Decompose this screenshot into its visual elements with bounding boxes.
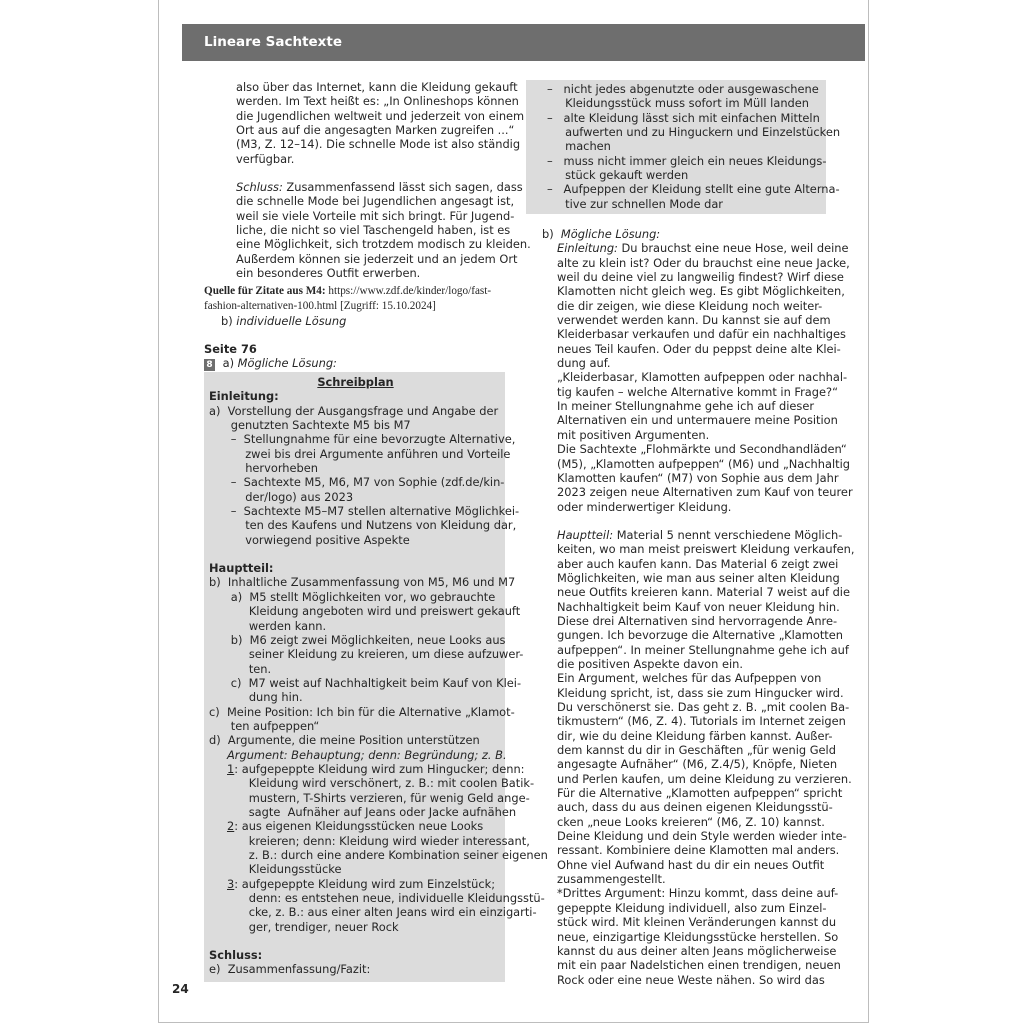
schluss-heading: Schluss: bbox=[209, 948, 263, 963]
einleitung-heading: Einleitung: bbox=[209, 389, 279, 404]
argument-1: 1: aufgepeppte Kleidung wird zum Hingucker; denn: bbox=[227, 761, 525, 776]
hauptteil-label: Hauptteil: bbox=[557, 527, 614, 542]
text-line: – alte Kleidung lässt sich mit einfachen Mitteln bbox=[547, 110, 820, 125]
schreibplan-content bbox=[209, 375, 548, 977]
argument-2-cont bbox=[209, 833, 548, 877]
text-line: Kleidungsstück muss sofort im Müll landen bbox=[547, 96, 810, 111]
schluss-item: e) Zusammenfassung/Fazit: bbox=[209, 962, 371, 977]
text-line: neue Outfits kreieren kann. Material 7 weist auf die bbox=[557, 585, 850, 600]
text-line: dung auf. bbox=[557, 356, 611, 371]
text-line: mustern, T-Shirts verzieren, für wenig Geld ange- bbox=[227, 790, 530, 805]
text-line: Kleidung angeboten wird und preiswert gekauft bbox=[209, 604, 521, 619]
text-line: vorwiegend positive Aspekte bbox=[209, 532, 410, 547]
text-line: Kleidung wird verschönert, z. B.: mit coolen Batik- bbox=[227, 776, 535, 791]
text-line: Diese drei Alternativen sind hervorragende Anre- bbox=[557, 613, 838, 628]
text-line: gepeppte Kleidung individuell, also zum Einzel- bbox=[557, 900, 827, 915]
text-line: auch, dass du aus deinen eigenen Kleidungsstü- bbox=[557, 800, 833, 815]
text-line: die Jugendlichen weltweit und jederzeit von einem bbox=[236, 108, 525, 123]
text-line: dem kannst du dir in Geschäften „für wenig Geld bbox=[557, 743, 836, 758]
text-line: genutzten Sachtexte M5 bis M7 bbox=[209, 418, 411, 433]
text-line: mit ein paar Nadelstichen einen trendigen, neuen bbox=[557, 958, 841, 973]
argument-3: 3: aufgepeppte Kleidung wird zum Einzelstück; bbox=[227, 876, 496, 891]
text-line: Klamotten kaufen“ (M7) von Sophie aus dem Jahr bbox=[557, 470, 839, 485]
text-line: kreieren; denn: Kleidung wird wieder interessant, bbox=[227, 833, 530, 848]
task-b-line: b) individuelle Lösung bbox=[221, 314, 347, 328]
text-line: d) Argumente, die meine Position unterstützen bbox=[209, 733, 480, 748]
text-line: die schnelle Mode bei Jugendlichen angesagt ist, bbox=[236, 194, 515, 209]
hauptteil-list bbox=[209, 575, 524, 748]
page-number: 24 bbox=[172, 982, 189, 996]
text-line: kannst du aus deiner alten Jeans möglicherweise bbox=[557, 943, 837, 958]
seite-76-heading: Seite 76 bbox=[204, 342, 257, 356]
schluss-label: Schluss: bbox=[236, 180, 283, 195]
einleitung-first-line: Einleitung: Du brauchst eine neue Hose, weil deine bbox=[557, 241, 849, 256]
right-solution bbox=[542, 227, 855, 987]
hauptteil-first-line: Hauptteil: Material 5 nennt verschiedene Möglich- bbox=[557, 527, 843, 542]
argument-2: 2: aus eigenen Kleidungsstücken neue Looks bbox=[227, 819, 484, 834]
text-line: ten. bbox=[209, 661, 272, 676]
text-line: b) Inhaltliche Zusammenfassung von M5, M6 und M7 bbox=[209, 575, 516, 590]
seite-76-block: Seite 76 8 a) Mögliche Lösung: bbox=[204, 342, 337, 371]
text-line: *Drittes Argument: Hinzu kommt, dass deine auf- bbox=[557, 886, 839, 901]
text-line: zusammengestellt. bbox=[557, 872, 666, 887]
text-line: cke, z. B.: aus einer alten Jeans wird ein einzigarti- bbox=[227, 905, 537, 920]
text-line: Klamotten nicht gleich weg. Es gibt Möglichkeiten, bbox=[557, 284, 845, 299]
task-a-label: Mögliche Lösung: bbox=[237, 356, 337, 371]
argument-3-cont bbox=[209, 891, 545, 934]
text-line: aufwerten und zu Hinguckern und Einzelstücken bbox=[547, 125, 841, 140]
text-line: die dir zeigen, wie diese Kleidung noch weiter- bbox=[557, 298, 823, 313]
quelle-block bbox=[204, 284, 504, 314]
einleitung-paragraph bbox=[557, 255, 853, 514]
text-line: c) M7 weist auf Nachhaltigkeit beim Kauf von Klei- bbox=[209, 675, 522, 690]
text-line: und Perlen kaufen, um deine Kleidung zu verzieren. bbox=[557, 771, 852, 786]
text-line: Deine Kleidung und dein Style werden wieder inte- bbox=[557, 829, 847, 844]
text-line: werden. Im Text heißt es: „In Onlineshops können bbox=[236, 94, 519, 109]
text-line: ten aufpeppen“ bbox=[209, 718, 320, 733]
text-line: dir, wie du deine Kleidung färben kannst. Außer- bbox=[557, 728, 833, 743]
text-line: also über das Internet, kann die Kleidung gekauft bbox=[236, 80, 518, 94]
task-number-badge: 8 bbox=[204, 359, 215, 371]
text-line: (M5), „Klamotten aufpeppen“ (M6) und „Nachhaltig bbox=[557, 456, 850, 471]
text-line: aufpeppen“. In meiner Stellungnahme gehe ich auf bbox=[557, 642, 849, 657]
text-line: Alternativen ein und untermauere meine Position bbox=[557, 413, 838, 428]
quelle-url-1: https://www.zdf.de/kinder/logo/fast- bbox=[325, 285, 492, 297]
text-line: cken „neue Looks kreieren“ (M6, Z. 10) kannst. bbox=[557, 814, 825, 829]
text-line: b) M6 zeigt zwei Möglichkeiten, neue Looks aus bbox=[209, 632, 506, 647]
text-line: der/logo) aus 2023 bbox=[209, 489, 354, 504]
text-line: neues Teil kaufen. Oder du peppst deine alte Klei- bbox=[557, 341, 841, 356]
text-line: oder minderwertiger Kleidung. bbox=[557, 499, 732, 514]
text-line: Nachhaltigkeit beim Kauf von neuer Kleidung hin. bbox=[557, 599, 840, 614]
text-line: hervorheben bbox=[209, 461, 318, 476]
text-line: „Kleiderbasar, Klamotten aufpeppen oder nachhal- bbox=[557, 370, 848, 385]
schluss-line: Schluss: Zusammenfassend lässt sich sagen, dass bbox=[236, 180, 523, 195]
schluss-paragraph bbox=[236, 194, 531, 281]
text-line: Ort aus auf die angesagten Marken zugreifen ...“ bbox=[236, 123, 515, 138]
text-line: ein besonderes Outfit erwerben. bbox=[236, 266, 421, 281]
quelle-label: Quelle für Zitate aus M4: bbox=[204, 285, 326, 297]
text-line: tikmustern“ (M6, Z. 4). Tutorials im Internet zeigen bbox=[557, 714, 846, 729]
text-line: ten des Kaufens und Nutzens von Kleidung dar, bbox=[209, 518, 517, 533]
text-line: aber auch kaufen kann. Das Material 6 zeigt zwei bbox=[557, 556, 839, 571]
solution-b-line: b) Mögliche Lösung: bbox=[542, 227, 661, 241]
text-line: keiten, wo man meist preiswert Kleidung verkaufen, bbox=[557, 542, 855, 557]
text-line: neue, einzigartige Kleidungsstücke herstellen. So bbox=[557, 929, 839, 944]
text-line: machen bbox=[547, 139, 611, 154]
text-line: Die Sachtexte „Flohmärkte und Secondhandläden“ bbox=[557, 442, 847, 457]
text-line: sagte Aufnäher auf Jeans oder Jacke aufnähen bbox=[227, 804, 517, 819]
text-line: dung hin. bbox=[209, 690, 303, 705]
schreibplan-title: Schreibplan bbox=[317, 375, 394, 389]
einleitung-list bbox=[209, 403, 520, 547]
text-line: weil sie viele Vorteile mit sich bringt. Für Jugend- bbox=[236, 208, 515, 223]
intro-paragraph bbox=[236, 80, 525, 166]
text-line: – Stellungnahme für eine bevorzugte Alternative, bbox=[209, 432, 516, 447]
text-line: 2023 zeigen neue Alternativen zum Kauf von teurer bbox=[557, 485, 853, 500]
text-line: – nicht jedes abgenutzte oder ausgewaschene bbox=[547, 82, 819, 96]
text-line: ger, trendiger, neuer Rock bbox=[227, 919, 399, 934]
solution-b-label: Mögliche Lösung: bbox=[560, 227, 661, 241]
text-line: liche, die nicht so viel Taschengeld haben, ist es bbox=[236, 223, 511, 238]
text-line: Außerdem können sie jederzeit und an jedem Ort bbox=[236, 251, 518, 266]
text-line: mit positiven Argumenten. bbox=[557, 427, 710, 442]
text-line: stück wird. Mit kleinen Veränderungen kannst du bbox=[557, 915, 837, 930]
text-line: stück gekauft werden bbox=[547, 168, 689, 183]
left-top-text bbox=[236, 80, 531, 281]
text-line: Du verschönerst sie. Das geht z. B. „mit coolen Ba- bbox=[557, 700, 850, 714]
text-line: Ohne viel Aufwand hast du dir ein neues Outfit bbox=[557, 857, 825, 872]
text-line: denn: es entstehen neue, individuelle Kleidungsstü- bbox=[227, 891, 545, 906]
task-b-text: individuelle Lösung bbox=[236, 314, 347, 328]
text-line: – muss nicht immer gleich ein neues Kleidungs- bbox=[547, 153, 827, 168]
text-line: z. B.: durch eine andere Kombination seiner eigenen bbox=[227, 848, 548, 862]
text-line: Möglichkeiten, wie man aus seiner alten Kleidung bbox=[557, 570, 840, 585]
hauptteil-heading: Hauptteil: bbox=[209, 561, 274, 576]
text-line: Kleidung spricht, ist, dass sie zum Hingucker wird. bbox=[557, 685, 844, 700]
text-line: weil du deine viel zu langweilig findest? Wirf diese bbox=[557, 270, 844, 285]
text-line: – Sachtexte M5–M7 stellen alternative Möglichkei- bbox=[209, 504, 520, 519]
einleitung-label: Einleitung: bbox=[557, 241, 618, 256]
text-line: gungen. Ich bevorzuge die Alternative „Klamotten bbox=[557, 628, 843, 643]
text-line: (M3, Z. 12–14). Die schnelle Mode ist also ständig bbox=[236, 137, 521, 152]
text-line: zwei bis drei Argumente anführen und Vorteile bbox=[209, 446, 511, 461]
text-line: werden kann. bbox=[209, 618, 327, 633]
text-line: eine Möglichkeit, sich trotzdem modisch zu kleiden. bbox=[236, 237, 531, 252]
section-title: Lineare Sachtexte bbox=[204, 34, 342, 50]
text-line: a) Vorstellung der Ausgangsfrage und Angabe der bbox=[209, 403, 499, 418]
text-line: a) M5 stellt Möglichkeiten vor, wo gebrauchte bbox=[209, 589, 496, 604]
text-line: Ein Argument, welches für das Aufpeppen von bbox=[557, 671, 822, 686]
argument-1-cont bbox=[209, 776, 535, 819]
right-summary-list bbox=[547, 82, 841, 211]
text-line: ressant. Kombiniere deine Klamotten mal anders. bbox=[557, 843, 840, 858]
text-line: seiner Kleidung zu kreieren, um diese aufzuwer- bbox=[209, 647, 524, 662]
text-line: – Sachtexte M5, M6, M7 von Sophie (zdf.de/kin- bbox=[209, 475, 505, 490]
text-line: Kleidungsstücke bbox=[227, 862, 342, 877]
quelle-url-2: fashion-alternativen-100.html [Zugriff: 15.10.2024] bbox=[204, 300, 436, 312]
text-line: Kleiderbasar verkaufen und dafür ein nachhaltiges bbox=[557, 327, 846, 342]
text-line: alte zu klein ist? Oder du brauchst eine neue Jacke, bbox=[557, 255, 850, 270]
argument-format: Argument: Behauptung; denn: Begründung; z. B. bbox=[227, 747, 507, 762]
solution-body bbox=[542, 241, 855, 987]
text-line: verfügbar. bbox=[236, 151, 295, 166]
text-line: Rock oder eine neue Weste nähen. So wird das bbox=[557, 972, 825, 987]
text-line: In meiner Stellungnahme gehe ich auf dieser bbox=[557, 399, 815, 414]
text-line: tig kaufen – welche Alternative kommt in Frage?“ bbox=[557, 384, 838, 399]
hauptteil-paragraph bbox=[557, 542, 855, 987]
text-line: angesagte Aufnäher“ (M6, Z.4/5), Knöpfe, Nieten bbox=[557, 757, 838, 772]
text-line: c) Meine Position: Ich bin für die Alternative „Klamot- bbox=[209, 704, 515, 719]
text-line: verwendet werden kann. Du kannst sie auf dem bbox=[557, 313, 831, 328]
text-line: tive zur schnellen Mode dar bbox=[547, 196, 723, 211]
text-line: Für die Alternative „Klamotten aufpeppen“ spricht bbox=[557, 786, 843, 801]
text-line: – Aufpeppen der Kleidung stellt eine gute Alterna- bbox=[547, 182, 840, 197]
text-line: die positiven Aspekte davon ein. bbox=[557, 656, 743, 671]
